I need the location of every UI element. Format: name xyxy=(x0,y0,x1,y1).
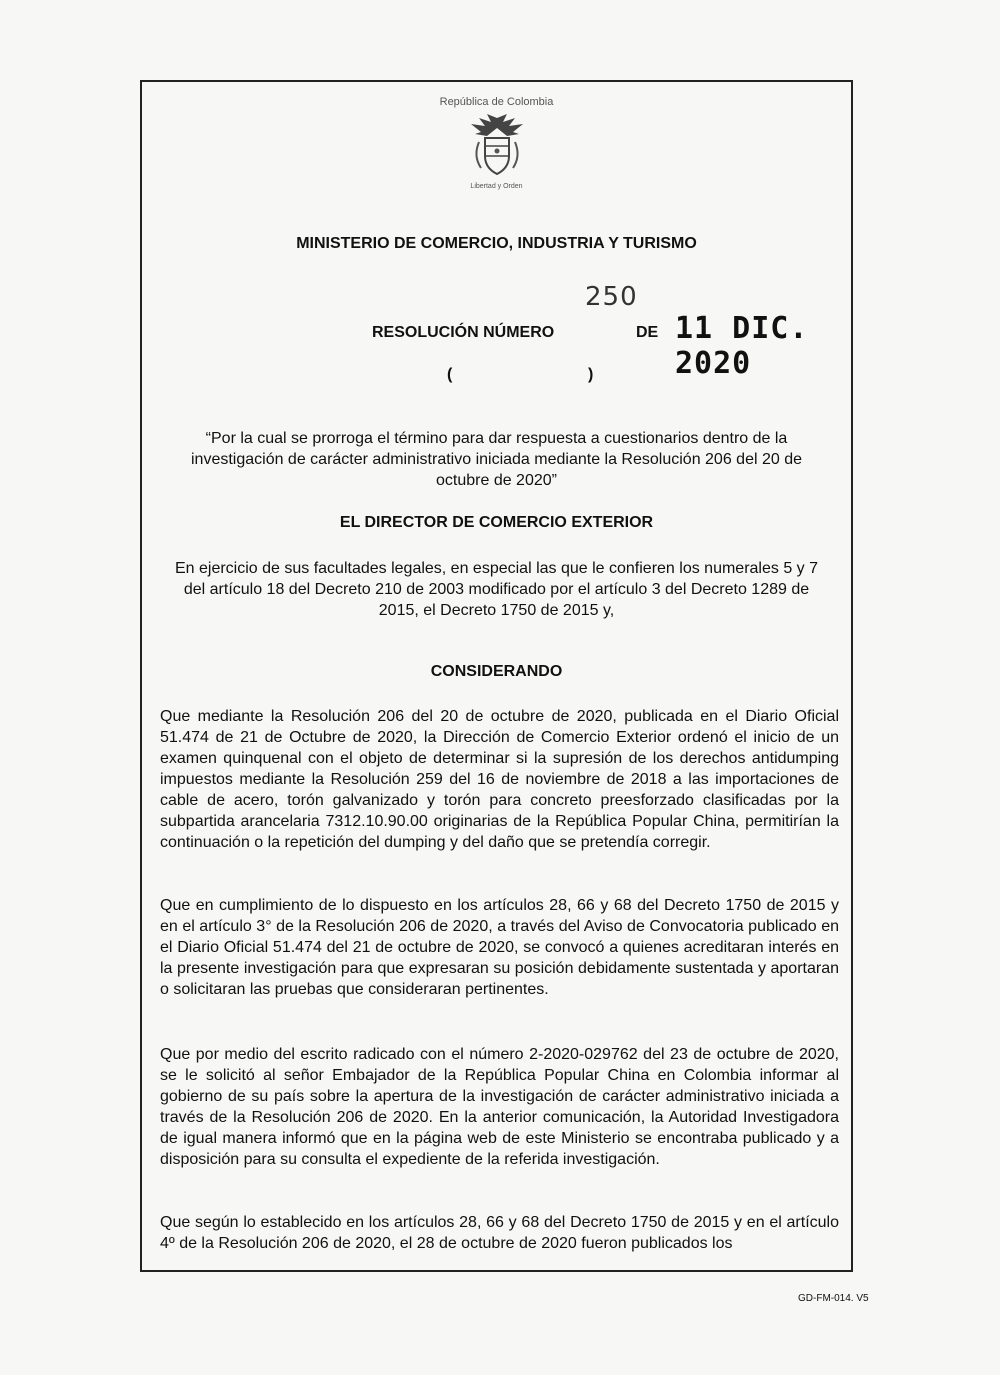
coat-of-arms-icon xyxy=(465,112,529,182)
resolution-label: RESOLUCIÓN NÚMERO xyxy=(372,324,555,341)
issuer-heading: EL DIRECTOR DE COMERCIO EXTERIOR xyxy=(339,514,654,531)
paren-open: ( xyxy=(447,366,453,383)
preamble-text: En ejercicio de sus facultades legales, en especial las que le confieren los numerales 5 y 7 del artículo 18 del Decreto 210 de 2003 modificado por el artículo 3 del Decreto 1289 de 2015, el Decreto 1750 de 2015 y, xyxy=(174,560,819,619)
resolution-title: “Por la cual se prorroga el término para dar respuesta a cuestionarios dentro de la investigación de carácter administrativo iniciada mediante la Resolución 206 del 20 de octubre de 2020” xyxy=(190,430,803,489)
document-frame xyxy=(140,80,853,1272)
resolution-number: 250 xyxy=(585,282,638,312)
ministry-heading: MINISTERIO DE COMERCIO, INDUSTRIA Y TURISMO xyxy=(296,235,697,252)
paragraph: Que en cumplimiento de lo dispuesto en los artículos 28, 66 y 68 del Decreto 1750 de 2015 y en el artículo 3° de la Resolución 206 de 2020, a través del Aviso de Convocatoria publicado en el Diario Oficial 51.474 del 21 de octubre de 2020, se convocó a quienes acreditaran interés en la presente investigación para que expresaran su posición debidamente sustentada y aportaran o solicitaran las pruebas que consideraran pertinentes. xyxy=(160,897,839,998)
paragraph: Que según lo establecido en los artículos 28, 66 y 68 del Decreto 1750 de 2015 y en el artículo 4º de la Resolución 206 de 2020, el 28 de octubre de 2020 fueron publicados los xyxy=(160,1214,839,1252)
republic-label: República de Colombia xyxy=(439,96,554,108)
paragraph: Que mediante la Resolución 206 del 20 de octubre de 2020, publicada en el Diario Oficial 51.474 de 21 de Octubre de 2020, la Dirección de Comercio Exterior ordenó el inicio de un examen quinquenal con el objeto de determinar si la supresión de los derechos antidumping impuestos mediante la Resolución 259 del 16 de noviembre de 2018 a las importaciones de cable de acero, torón galvanizado y torón para concreto preesforzado clasificadas por la subpartida arancelaria 7312.10.90.00 originarias de la República Popular China, permitirían la continuación o la repetición del dumping y del daño que se pretendía corregir. xyxy=(160,708,839,851)
date-label: DE xyxy=(636,324,659,341)
paragraph: Que por medio del escrito radicado con el número 2-2020-029762 del 23 de octubre de 2020, se le solicitó al señor Embajador de la República Popular China en Colombia informar al gobierno de su país sobre la apertura de la investigación de carácter administrativo iniciada a través de la Resolución 206 de 2020. En la anterior comunicación, la Autoridad Investigadora de igual manera informó que en la página web de este Ministerio se encontraba publicado y a disposición para su consulta el expediente de la referida investigación. xyxy=(160,1046,839,1168)
considering-heading: CONSIDERANDO xyxy=(430,663,563,680)
motto-label: Libertad y Orden xyxy=(470,183,523,190)
date-stamp: 11 DIC. 2020 xyxy=(675,311,809,381)
paren-close: ) xyxy=(588,366,594,383)
form-code: GD-FM-014. V5 xyxy=(798,1293,869,1304)
